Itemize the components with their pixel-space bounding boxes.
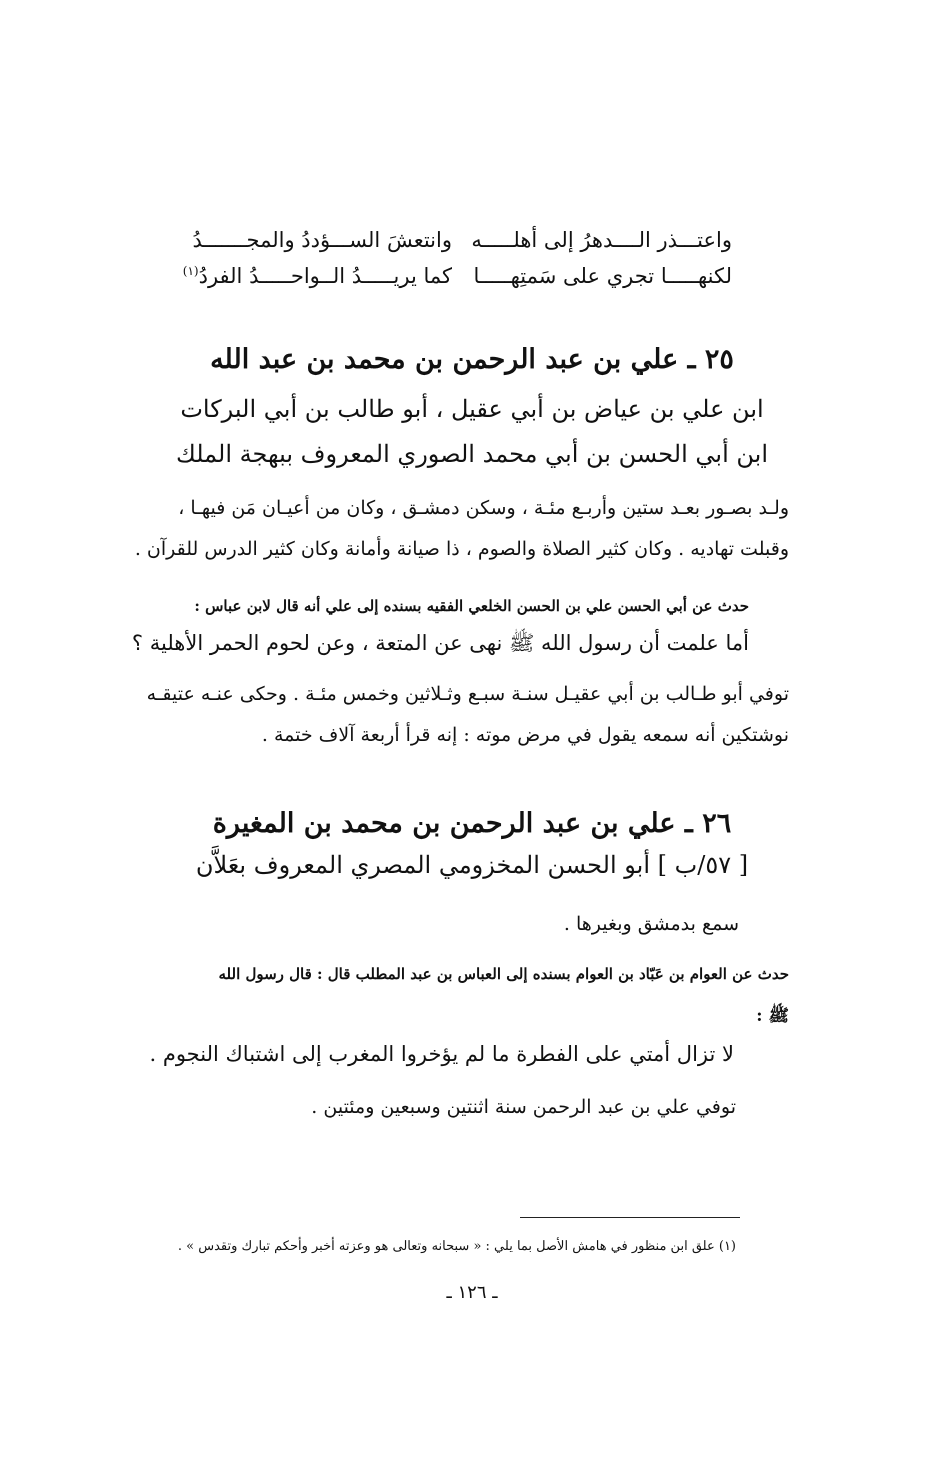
poem-verse-2-first-hemistich: لكنهـــــا تجري على سَمتِهـــــا	[473, 264, 732, 288]
entry-25-hadith-text: أما علمت أن رسول الله ﷺ نهى عن المتعة ، وعن لحوم الحمر الأهلية ؟	[131, 631, 749, 655]
entry-25-paragraph-line-1: ولـد بصـور بعـد ستين وأربـع مئـة ، وسكن دمشـق ، وكان من أعيـان مَن فيهـا ،	[178, 497, 789, 519]
footnote-separator	[520, 1217, 740, 1218]
entry-26-hadith-text: لا تزال أمتي على الفطرة ما لم يؤخروا المغرب إلى اشتباك النجوم .	[149, 1042, 734, 1066]
poem-verse-1-second-hemistich: وانتعشَ الســـؤددُ والمجـــــــدُ	[192, 228, 452, 252]
poem-verse-2-second-hemistich	[172, 264, 452, 288]
poem-verse-1-first-hemistich: واعتـــذر الــــدهرُ إلى أهلـــــه	[471, 228, 732, 252]
entry-26-lineage-line: [ ٥٧/ب ] أبو الحسن المخزومي المصري المعروف بعَلاَّن	[195, 851, 749, 879]
entry-25-lineage-line-1: ابن علي بن عياض بن أبي عقيل ، أبو طالب بن أبي البركات	[180, 395, 764, 423]
entry-25-hadith-intro: حدث عن أبي الحسن علي بن الحسن الخلعي الفقيه بسنده إلى علي أنه قال لابن عباس :	[194, 597, 749, 615]
entry-25-heading: ٢٥ ـ علي بن عبد الرحمن بن محمد بن عبد الله	[210, 344, 734, 375]
footnote-text: (١) علق ابن منظور في هامش الأصل بما يلي : « سبحانه وتعالى هو وعزته أخبر وأحكم تبارك وتقدس » .	[177, 1239, 736, 1254]
entry-26-heard-line: سمع بدمشق وبغيرها .	[563, 913, 739, 935]
poem-verse-2-text: كما يريـــــدُ الــواحـــــدُ الفردُ	[198, 264, 452, 288]
entry-25-lineage-line-2: ابن أبي الحسن بن أبي محمد الصوري المعروف ببهجة الملك	[176, 440, 768, 468]
entry-26-hadith-intro-continuation: ﷺ :	[756, 1006, 789, 1026]
entry-25-death-line-1: توفي أبو طـالب بن أبي عقيـل سنـة سبـع وثـلاثين وخمس مئـة . وحكى عنـه عتيقـه	[146, 683, 789, 705]
entry-25-paragraph-line-2: وقبلت تهاديه . وكان كثير الصلاة والصوم ، ذا صيانة وأمانة وكان كثير الدرس للقرآن .	[134, 538, 789, 560]
entry-26-death-line: توفي علي بن عبد الرحمن سنة اثنتين وسبعين ومئتين .	[311, 1096, 736, 1118]
entry-26-heading: ٢٦ ـ علي بن عبد الرحمن بن محمد بن المغيرة	[212, 808, 732, 839]
footnote-marker: (١)	[182, 264, 199, 278]
entry-26-hadith-intro: حدث عن العوام بن عَبّاد بن العوام بسنده إلى العباس بن عبد المطلب قال : قال رسول الله	[218, 965, 789, 983]
entry-25-death-line-2: نوشتكين أنه سمعه يقول في مرض موته : إنه قرأ أربعة آلاف ختمة .	[261, 724, 789, 746]
page-number: ـ ١٢٦ ـ	[446, 1282, 498, 1303]
